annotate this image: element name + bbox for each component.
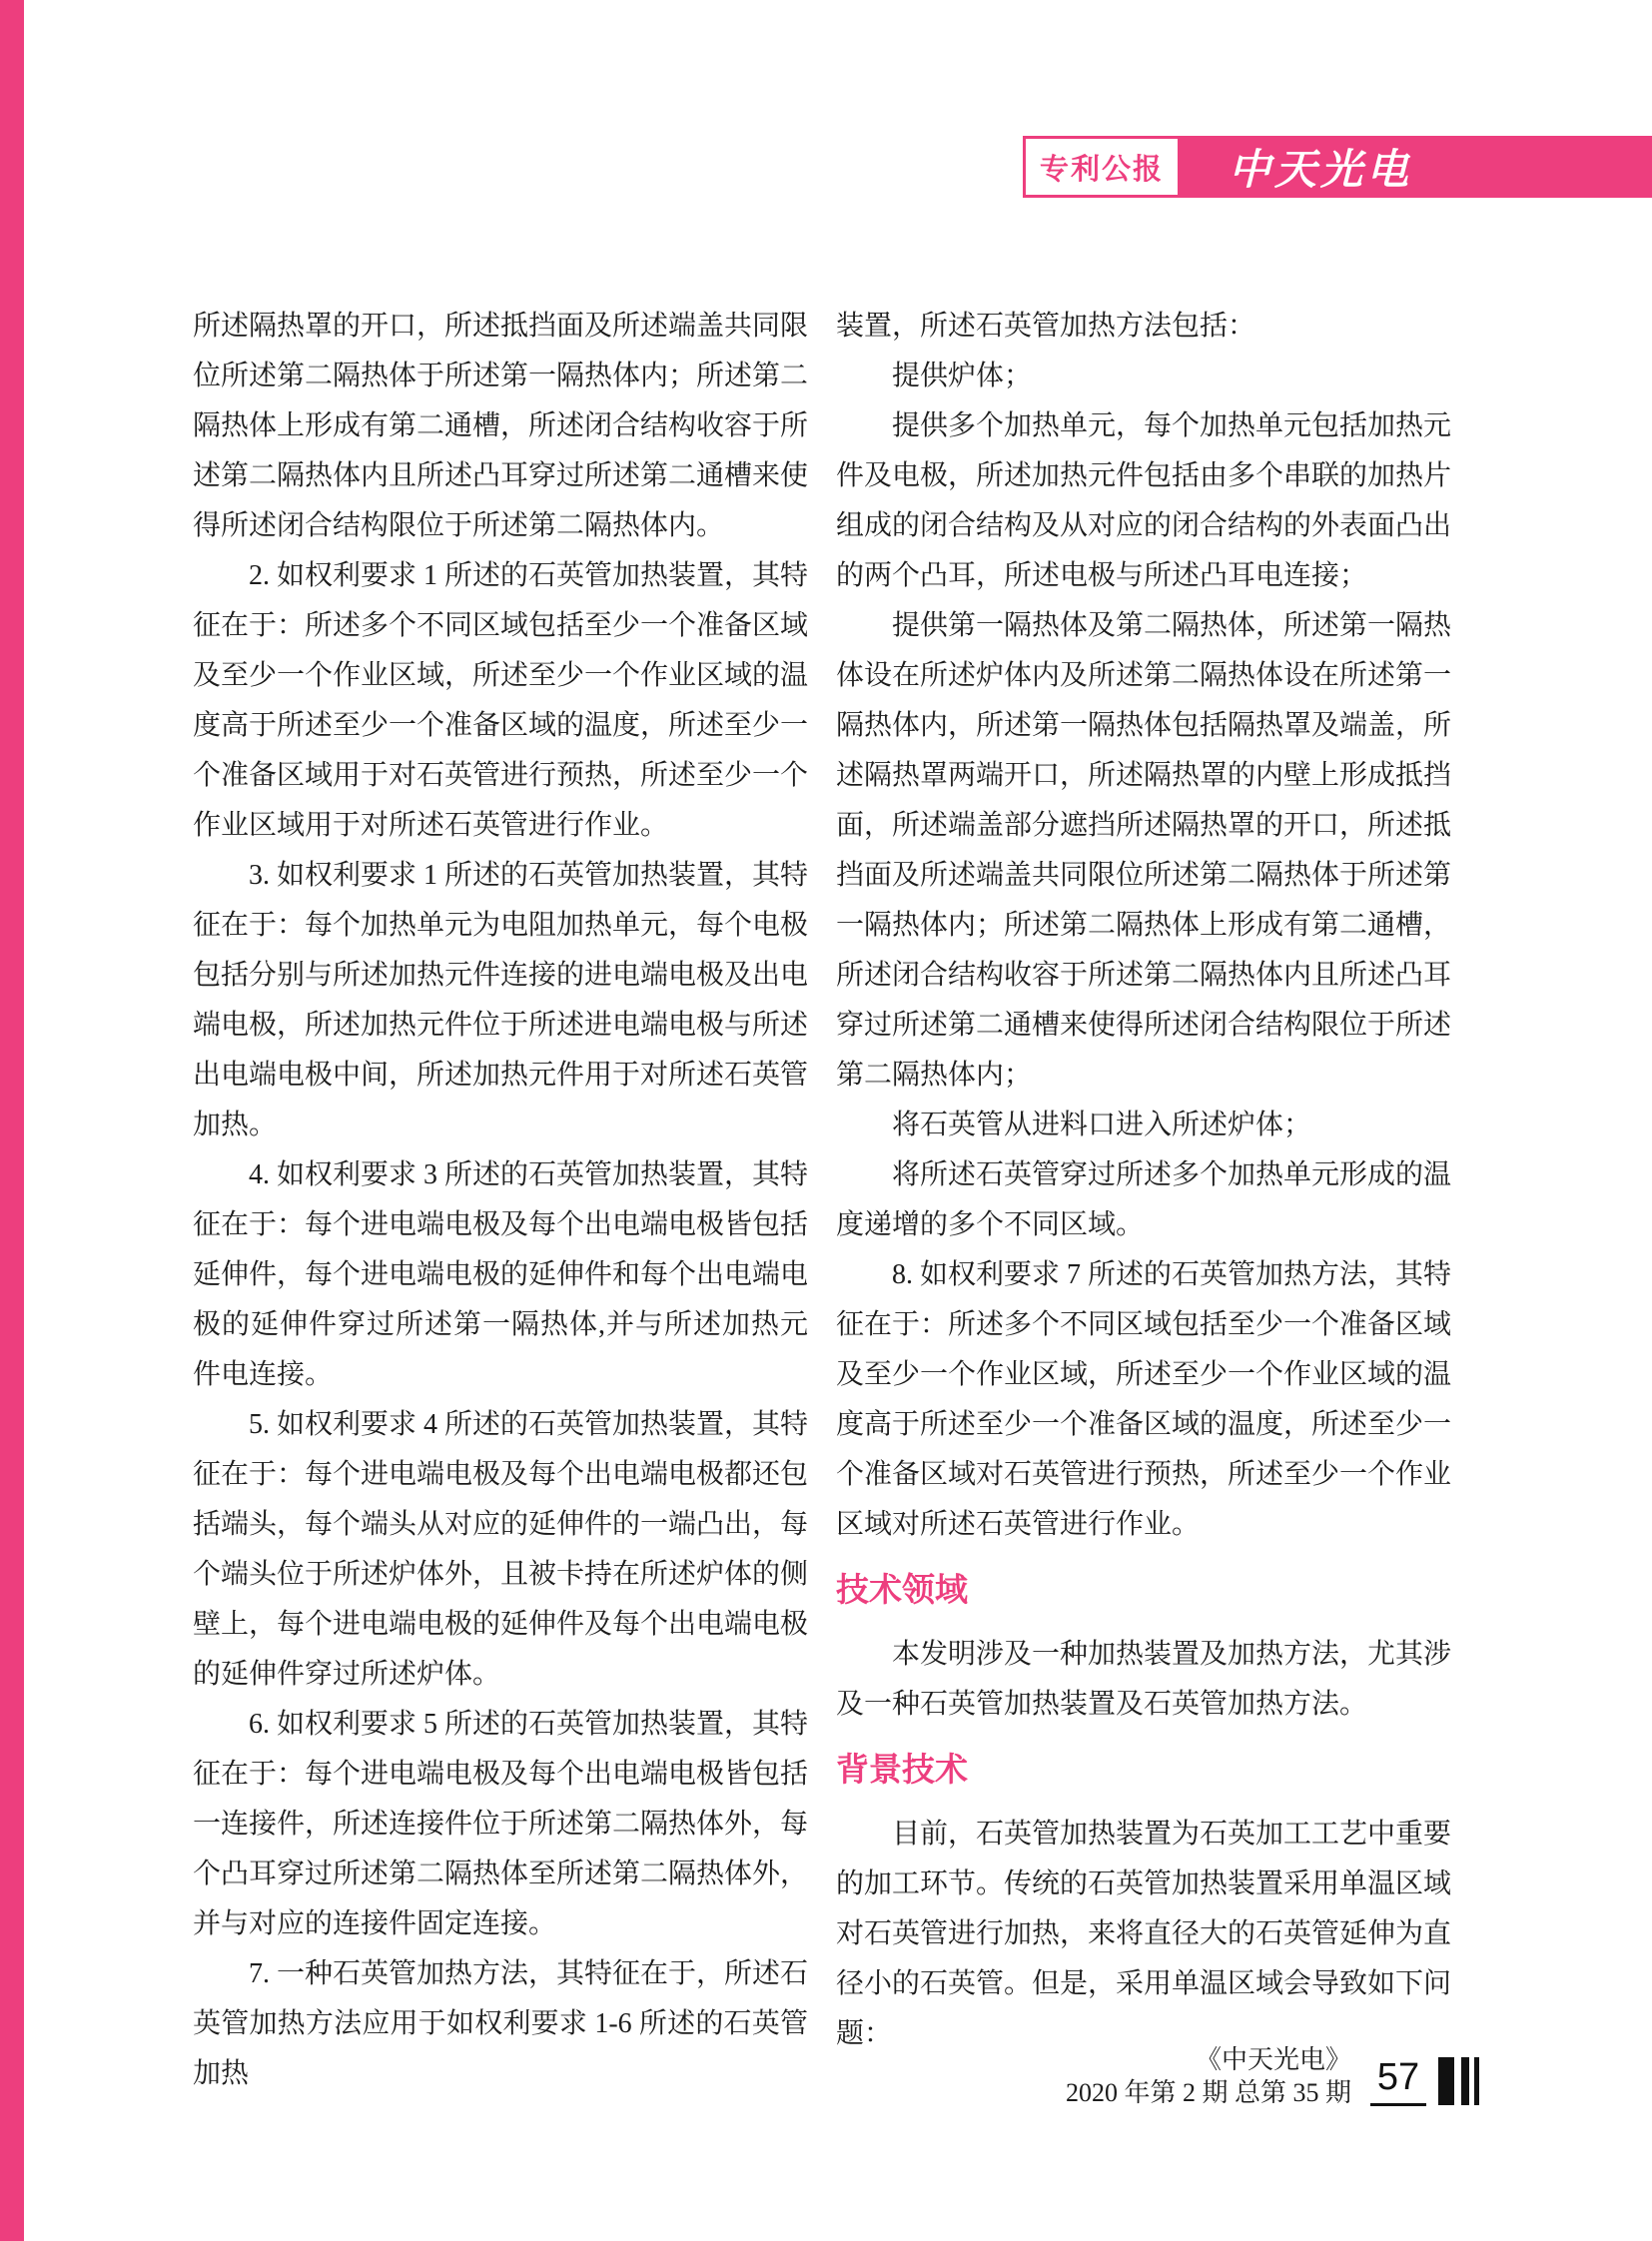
paragraph: 装置，所述石英管加热方法包括： (836, 311, 1256, 342)
bar-icon (1474, 2057, 1479, 2105)
footer-decorative-bars (1438, 2057, 1479, 2105)
paragraph: 5. 如权利要求 4 所述的石英管加热装置，其特征在于：每个进电端电极及每个出电端电极都还包括端头，每个端头从对应的延伸件的一端凸出，每个端头位于所述炉体外，且被卡持在所述炉体的侧壁上，每个进电端电极的延伸件及每个出电端电极的延伸件穿过所述炉体。 (193, 1409, 809, 1690)
bar-icon (1461, 2057, 1469, 2105)
paragraph: 技术领域 (836, 1571, 968, 1608)
paragraph: 目前，石英管加热装置为石英加工工艺中重要的加工环节。传统的石英管加热装置采用单温区域对石英管进行加热，来将直径大的石英管延伸为直径小的石英管。但是，采用单温区域会导致如下问题： (836, 1819, 1452, 2049)
paragraph: 背景技术 (836, 1751, 968, 1788)
paragraph: 7. 一种石英管加热方法，其特征在于，所述石英管加热方法应用于如权利要求 1-6 所述的石英管加热 (193, 1958, 809, 2089)
paragraph: 8. 如权利要求 7 所述的石英管加热方法，其特征在于：所述多个不同区域包括至少一个准备区域及至少一个作业区域，所述至少一个作业区域的温度高于所述至少一个准备区域的温度，所述至少一个准备区域对石英管进行预热，所述至少一个作业区域对所述石英管进行作业。 (836, 1259, 1452, 1540)
paragraph: 提供第一隔热体及第二隔热体，所述第一隔热体设在所述炉体内及所述第二隔热体设在所述第一隔热体内，所述第一隔热体包括隔热罩及端盖，所述隔热罩两端开口，所述隔热罩的内壁上形成抵挡面，所述端盖部分遮挡所述隔热罩的开口，所述抵挡面及所述端盖共同限位所述第二隔热体于所述第一隔热体内；所述第二隔热体上形成有第二通槽，所述闭合结构收容于所述第二隔热体内且所述凸耳穿过所述第二通槽来使得所述闭合结构限位于所述第二隔热体内； (836, 610, 1452, 1091)
paragraph: 2. 如权利要求 1 所述的石英管加热装置，其特征在于：所述多个不同区域包括至少一个准备区域及至少一个作业区域，所述至少一个作业区域的温度高于所述至少一个准备区域的温度，所述至少一个准备区域用于对石英管进行预热，所述至少一个作业区域用于对所述石英管进行作业。 (193, 560, 809, 841)
paragraph: 3. 如权利要求 1 所述的石英管加热装置，其特征在于：每个加热单元为电阻加热单元，每个电极包括分别与所述加热元件连接的进电端电极及出电端电极，所述加热元件位于所述进电端电极与所述出电端电极中间，所述加热元件用于对所述石英管加热。 (193, 860, 809, 1140)
page-number: 57 (1370, 2053, 1426, 2106)
footer-issue-info (852, 2043, 1351, 2109)
bar-icon (1438, 2057, 1454, 2105)
left-bleed-strip (0, 0, 24, 2241)
paragraph: 4. 如权利要求 3 所述的石英管加热装置，其特征在于：每个进电端电极及每个出电端电极皆包括延伸件，每个进电端电极的延伸件和每个出电端电极的延伸件穿过所述第一隔热体,并与所述加热元件电连接。 (193, 1159, 809, 1390)
brand-logo-text: 中天光电 (1229, 145, 1413, 194)
issue-line: 2020 年第 2 期 总第 35 期 (1065, 2078, 1351, 2107)
paragraph: 将石英管从进料口进入所述炉体； (892, 1110, 1312, 1140)
gazette-label-box (1023, 136, 1181, 198)
right-text-column (836, 302, 1451, 2059)
gazette-label: 专利公报 (1039, 153, 1164, 186)
paragraph: 所述隔热罩的开口，所述抵挡面及所述端盖共同限位所述第二隔热体于所述第一隔热体内；所述第二隔热体上形成有第二通槽，所述闭合结构收容于所述第二隔热体内且所述凸耳穿过所述第二通槽来使得所述闭合结构限位于所述第二隔热体内。 (193, 311, 809, 541)
paragraph: 本发明涉及一种加热装置及加热方法，尤其涉及一种石英管加热装置及石英管加热方法。 (836, 1639, 1452, 1720)
paragraph: 将所述石英管穿过所述多个加热单元形成的温度递增的多个不同区域。 (836, 1159, 1452, 1240)
journal-name: 《中天光电》 (1195, 2045, 1351, 2074)
brand-banner (1181, 136, 1652, 198)
left-text-column (193, 302, 808, 2099)
paragraph: 6. 如权利要求 5 所述的石英管加热装置，其特征在于：每个进电端电极及每个出电端电极皆包括一连接件，所述连接件位于所述第二隔热体外，每个凸耳穿过所述第二隔热体至所述第二隔热体外，并与对应的连接件固定连接。 (193, 1709, 809, 1939)
paragraph: 提供多个加热单元，每个加热单元包括加热元件及电极，所述加热元件包括由多个串联的加热片组成的闭合结构及从对应的闭合结构的外表面凸出的两个凸耳，所述电极与所述凸耳电连接； (836, 410, 1452, 591)
paragraph: 提供炉体； (892, 361, 1033, 391)
